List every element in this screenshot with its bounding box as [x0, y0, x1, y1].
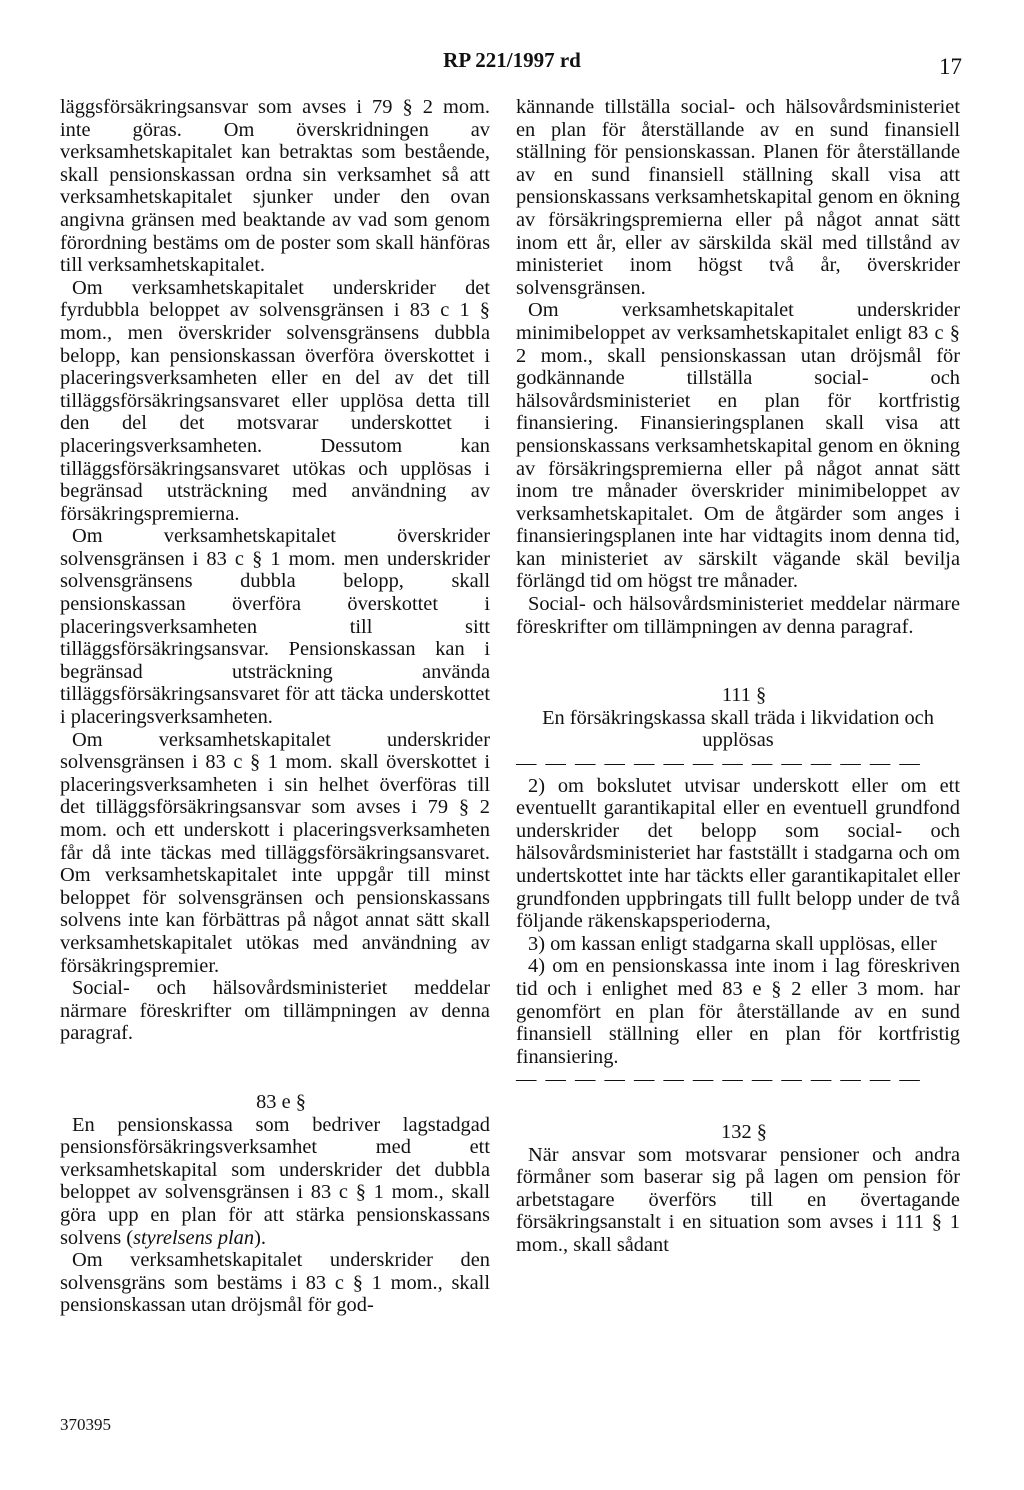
paragraph: Om verksamhetskapitalet överskrider solvensgränsen i 83 c § 1 mom. men underskrider solvensgränsens dubbla belopp, skall pensionskassan överföra överskottet i placeringsverksamheten till sitt tilläggsförsäkringsansvar. Pensionskassan kan i begränsad utsträckning använda tilläggsförsäkringsansvaret för att täcka underskottet i placeringsverksamheten.: [60, 525, 490, 729]
list-item: 3) om kassan enligt stadgarna skall upplösas, eller: [528, 932, 937, 955]
paragraph: När ansvar som motsvarar pensioner och andra förmåner som baserar sig på lagen om pension för arbetstagare överförs till en övertagande försäkringsanstalt i en situation som avses i 111 § 1 mom., skall sådant: [516, 1143, 960, 1256]
paragraph: Om verksamhetskapitalet underskrider det fyrdubbla beloppet av solvensgränsen i 83 c 1 § mom., men överskrider solvensgränsens dubbla belopp, kan pensionskassan överföra överskottet i placeringsverksamheten eller en del av det till tilläggsförsäkringsansvaret eller upplösa detta till den del det motsvarar underskottet i placeringsverksamheten. Dessutom kan tilläggsförsäkringsansvaret utökas och upplösas i begränsad utsträckning med användning av försäkringspremierna.: [60, 276, 490, 525]
footer-code: 370395: [60, 1415, 111, 1434]
section-heading-111: En försäkringskassa skall träda i likvidation och upplösas: [542, 706, 934, 752]
document-id: RP 221/1997 rd: [443, 48, 581, 72]
paragraph: [60, 1114, 490, 1250]
text-span: En pensionskassa som bedriver lagstadgad pensionsförsäkringsverksamhet med ett verksamhetskapital som underskrider det dubbla beloppet av solvensgränsen i 83 c § 1 mom., skall göra upp en plan för att stärka pensionskassans solvens (: [60, 1113, 490, 1249]
paragraph: Om verksamhetskapitalet underskrider den solvensgräns som bestäms i 83 c § 1 mom., skall pensionskassan utan dröjsmål för god-: [60, 1249, 490, 1317]
omission-dashes: — — — — — — — — — — — — — —: [516, 1068, 922, 1091]
page-number: 17: [939, 54, 962, 79]
list-item: 4) om en pensionskassa inte inom i lag föreskriven tid och i enlighet med 83 e § 2 eller 3 mom. har genomfört en plan för återställande av en sund finansiell ställning eller en plan för kortfristig finansiering.: [516, 955, 960, 1068]
omission-dashes: — — — — — — — — — — — — — —: [516, 752, 922, 775]
italic-term: styrelsens plan: [133, 1226, 255, 1249]
paragraph: läggsförsäkringsansvar som avses i 79 § 2 mom. inte göras. Om överskridningen av verksamhetskapitalet kan betraktas som bestående, skall pensionskassan ordna sin verksamhet så att verksamhetskapitalet sjunker under den ovan angivna gränsen med beaktande av vad som genom förordning bestäms om de poster som skall hänföras till verksamhetskapitalet.: [60, 96, 490, 277]
paragraph: Om verksamhetskapitalet underskrider minimibeloppet av verksamhetskapitalet enligt 83 c § 2 mom., skall pensionskassan utan dröjsmål för godkännande tillställa social- och hälsovårdsministeriet en plan för kortfristig finansiering. Finansieringsplanen skall visa att pensionskassans verksamhetskapital genom en ökning av försäkringspremierna eller på något annat sätt inom tre månader överskrider minimibeloppet av verksamhetskapitalet. Om de åtgärder som anges i finansieringsplanen inte har vidtagits inom denna tid, kan ministeriet av särskilt vägande skäl bevilja förlängd tid om högst tre månader.: [516, 299, 960, 593]
section-number-111: 111 §: [721, 684, 767, 707]
section-number-83e: 83 e §: [256, 1090, 306, 1113]
left-column: [60, 96, 490, 1317]
text-span: ).: [254, 1226, 266, 1249]
right-column: [516, 96, 960, 1257]
list-item: 2) om bokslutet utvisar underskott eller om ett eventuellt garantikapital eller en eventuell grundfond underskrider det belopp som social- och hälsovårdsministeriet har fastställt i stadgarna och om undertskottet inte har täckts eller garantikapitalet eller grundfonden uppbringats till fullt belopp under de två följande räkenskapsperioderna,: [516, 774, 960, 933]
section-number-132: 132 §: [721, 1120, 767, 1143]
paragraph: Social- och hälsovårdsministeriet meddelar närmare föreskrifter om tillämpningen av denna paragraf.: [516, 593, 960, 638]
page-header: [0, 48, 1024, 88]
paragraph: Social- och hälsovårdsministeriet meddelar närmare föreskrifter om tillämpningen av denna paragraf.: [60, 977, 490, 1045]
paragraph: kännande tillställa social- och hälsovårdsministeriet en plan för återställande av en sund finansiell ställning för pensionskassan. Planen för återställande av en sund finansiell ställning skall visa att pensionskassans verksamhetskapital genom en ökning av försäkringspremierna eller på något annat sätt inom ett år, eller av särskilda skäl med tillstånd av ministeriet inom högst två år, överskrider solvensgränsen.: [516, 96, 960, 299]
paragraph: Om verksamhetskapitalet underskrider solvensgränsen i 83 c § 1 mom. skall överskottet i placeringsverksamheten i sin helhet överföras till det tilläggsförsäkringsansvar som avses i 79 § 2 mom. och ett underskott i placeringsverksamheten får då inte täckas med tilläggsförsäkringsansvaret. Om verksamhetskapitalet inte uppgår till minst beloppet för solvensgränsen och pensionskassans solvens inte kan förbättras på något annat sätt skall verksamhetskapitalet utökas med användning av försäkringspremier.: [60, 728, 490, 977]
